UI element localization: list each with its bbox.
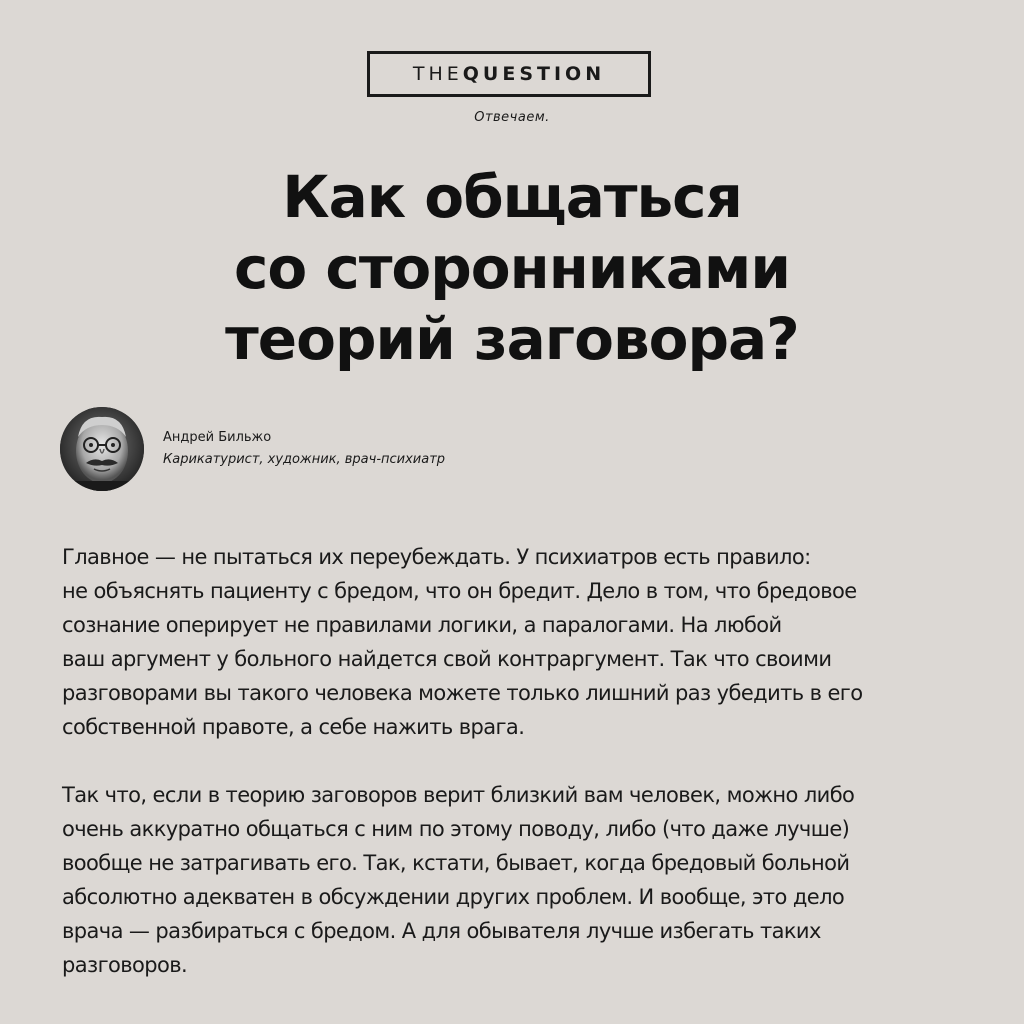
logo-main: QUESTION (462, 63, 606, 85)
answer-line: Так что, если в теорию заговоров верит близкий вам человек, можно либо (62, 783, 855, 807)
answer-body (62, 540, 972, 982)
answer-line: ваш аргумент у больного найдется свой контраргумент. Так что своими (62, 647, 832, 671)
title-line: со сторонниками (234, 234, 790, 302)
answer-line: Главное — не пытаться их переубеждать. У психиатров есть правило: (62, 545, 811, 569)
answer-line: собственной правоте, а себе нажить врага. (62, 715, 525, 739)
answer-line: разговоров. (62, 953, 188, 977)
author-role: Карикатурист, художник, врач-психиатр (163, 452, 446, 467)
author-avatar[interactable] (60, 407, 144, 491)
brand-logo[interactable] (367, 51, 651, 97)
author-portrait-icon (60, 407, 144, 491)
answer-line: не объяснять пациенту с бредом, что он бредит. Дело в том, что бредовое (62, 579, 857, 603)
title-line: Как общаться (282, 163, 742, 231)
answer-paragraph (62, 778, 972, 982)
answer-line: разговорами вы такого человека можете только лишний раз убедить в его (62, 681, 863, 705)
author-name[interactable]: Андрей Бильжо (163, 430, 272, 445)
logo-prefix: THE (412, 63, 463, 85)
answer-line: вообще не затрагивать его. Так, кстати, бывает, когда бредовый больной (62, 851, 850, 875)
answer-line: абсолютно адекватен в обсуждении других проблем. И вообще, это дело (62, 885, 845, 909)
answer-paragraph (62, 540, 972, 744)
answer-line: очень аккуратно общаться с ним по этому поводу, либо (что даже лучше) (62, 817, 850, 841)
answer-line: врача — разбираться с бредом. А для обывателя лучше избегать таких (62, 919, 821, 943)
question-title (0, 162, 1024, 375)
title-line: теорий заговора? (225, 305, 799, 373)
answer-line: сознание оперирует не правилами логики, а паралогами. На любой (62, 613, 782, 637)
brand-tagline: Отвечаем. (474, 110, 550, 125)
